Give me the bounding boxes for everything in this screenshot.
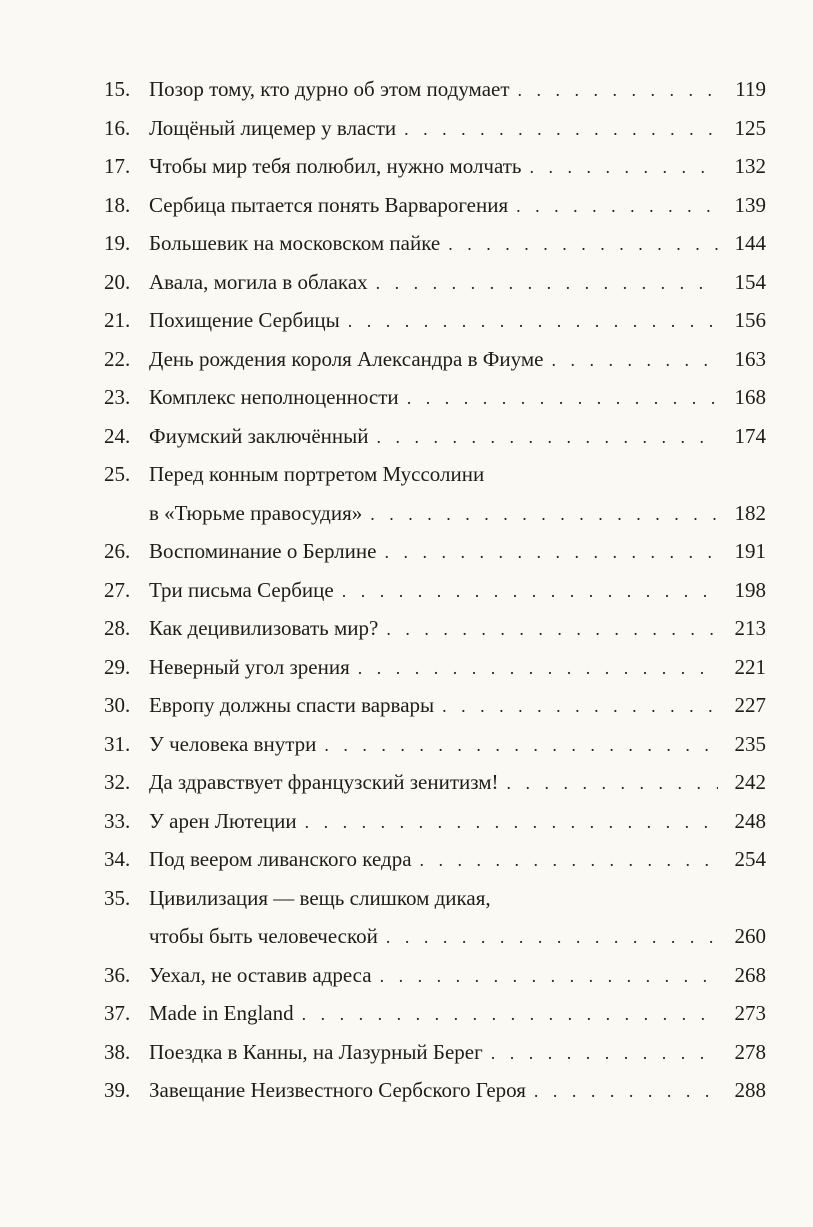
dot-leader [507, 764, 718, 803]
chapter-title: Фиумский заключённый [149, 423, 369, 448]
chapter-number: 16. [104, 115, 131, 140]
toc-entry-23 [104, 378, 766, 417]
toc-line [104, 571, 766, 610]
toc-entry-39 [104, 1071, 766, 1110]
chapter-title: Как децивилизовать мир? [149, 616, 379, 640]
page-number: 168 [734, 385, 766, 409]
toc-line [104, 879, 766, 918]
chapter-number: 29. [104, 654, 131, 679]
chapter-number: 19. [104, 231, 131, 255]
toc-entry-34 [104, 840, 766, 879]
dot-leader [342, 572, 718, 611]
dot-leader [491, 1034, 718, 1073]
dot-leader [551, 341, 718, 380]
toc-entry-24 [104, 417, 766, 456]
toc-entry-22 [104, 340, 766, 379]
toc-entry-18 [104, 186, 766, 225]
toc-entry-21 [104, 301, 766, 340]
dot-leader [358, 649, 718, 688]
chapter-number: 39. [104, 1078, 131, 1102]
chapter-number: 27. [104, 577, 131, 602]
chapter-number: 35. [104, 885, 131, 910]
page-number: 288 [734, 1078, 766, 1102]
chapter-number: 23. [104, 385, 131, 409]
toc-line [104, 263, 766, 302]
chapter-title: У человека внутри [149, 731, 317, 756]
toc-entry-25 [104, 455, 766, 532]
page-number: 248 [734, 808, 766, 833]
dot-leader [448, 225, 718, 264]
chapter-title: Большевик на московском пайке [149, 231, 441, 255]
toc-line [104, 994, 766, 1033]
toc-line [104, 147, 766, 186]
toc-line [104, 763, 766, 802]
toc-line [104, 417, 766, 456]
dot-leader [404, 110, 718, 149]
dot-leader [516, 187, 718, 226]
page-number: 254 [734, 847, 766, 871]
chapter-title: Завещание Неизвестного Сербского Героя [149, 1078, 526, 1102]
toc-line [104, 725, 766, 764]
page-number: 139 [734, 192, 766, 217]
page-number: 268 [734, 962, 766, 987]
toc-entry-29 [104, 648, 766, 687]
chapter-title: Воспоминание о Берлине [149, 539, 377, 563]
chapter-number: 31. [104, 731, 131, 756]
toc-entry-16 [104, 109, 766, 148]
page-number: 235 [734, 731, 766, 756]
dot-leader [377, 418, 719, 457]
toc-line [104, 956, 766, 995]
toc-entry-17 [104, 147, 766, 186]
toc-entry-30 [104, 686, 766, 725]
toc-line [104, 109, 766, 148]
toc-line-continued [104, 917, 766, 956]
page-number: 119 [735, 77, 766, 101]
dot-leader [407, 379, 718, 418]
toc-entry-19 [104, 224, 766, 263]
dot-leader [534, 1072, 718, 1111]
page-number: 198 [734, 577, 766, 602]
page-number: 213 [734, 616, 766, 640]
chapter-number: 17. [104, 154, 131, 178]
chapter-title: Made in England [149, 1001, 294, 1025]
chapter-title-continued: чтобы быть человеческой [149, 924, 378, 948]
dot-leader [386, 610, 718, 649]
page-number: 163 [734, 346, 766, 371]
dot-leader [324, 726, 718, 765]
page-number: 191 [734, 539, 766, 563]
toc-line [104, 301, 766, 340]
chapter-number: 24. [104, 423, 131, 448]
page-number: 156 [734, 308, 766, 332]
dot-leader [518, 71, 718, 110]
chapter-number: 25. [104, 462, 131, 486]
page-number: 260 [734, 924, 766, 948]
toc-line [104, 340, 766, 379]
toc-entry-28 [104, 609, 766, 648]
chapter-title: Перед конным портретом Муссолини [149, 462, 485, 486]
page-number: 273 [734, 1001, 766, 1025]
chapter-number: 22. [104, 346, 131, 371]
toc-line [104, 1071, 766, 1110]
dot-leader [420, 841, 718, 880]
page-number: 221 [734, 654, 766, 679]
chapter-number: 18. [104, 192, 131, 217]
page-number: 227 [734, 693, 766, 717]
dot-leader [305, 803, 718, 842]
page-number: 174 [734, 423, 766, 448]
chapter-title: У арен Лютеции [149, 808, 297, 833]
chapter-title: Неверный угол зрения [149, 654, 350, 679]
toc-entry-38 [104, 1033, 766, 1072]
dot-leader [380, 957, 718, 996]
toc-entry-35 [104, 879, 766, 956]
page-number: 144 [734, 231, 766, 255]
chapter-title: Под веером ливанского кедра [149, 847, 412, 871]
dot-leader [370, 495, 718, 534]
toc-entry-15 [104, 70, 766, 109]
chapter-title: Похищение Сербицы [149, 308, 340, 332]
dot-leader [442, 687, 718, 726]
chapter-number: 36. [104, 962, 131, 987]
toc-line [104, 378, 766, 417]
chapter-number: 30. [104, 693, 131, 717]
chapter-title: Сербица пытается понять Варварогения [149, 192, 509, 217]
toc-entry-32 [104, 763, 766, 802]
chapter-title: Авала, могила в облаках [149, 269, 368, 294]
chapter-title: Уехал, не оставив адреса [149, 962, 372, 987]
toc-line [104, 455, 766, 494]
chapter-title: Комплекс неполноценности [149, 385, 399, 409]
chapter-title: Позор тому, кто дурно об этом подумает [149, 77, 510, 101]
toc-entry-31 [104, 725, 766, 764]
toc-line [104, 70, 766, 109]
toc-line [104, 686, 766, 725]
dot-leader [376, 264, 718, 303]
chapter-title: День рождения короля Александра в Фиуме [149, 346, 544, 371]
toc-line [104, 186, 766, 225]
chapter-title: Цивилизация — вещь слишком дикая, [149, 885, 491, 910]
chapter-title: Три письма Сербице [149, 577, 334, 602]
chapter-number: 38. [104, 1039, 131, 1064]
chapter-number: 37. [104, 1001, 131, 1025]
toc-line [104, 609, 766, 648]
toc-line [104, 1033, 766, 1072]
chapter-title: Чтобы мир тебя полюбил, нужно молчать [149, 154, 522, 178]
toc-entry-37 [104, 994, 766, 1033]
page-number: 154 [734, 269, 766, 294]
toc-line [104, 802, 766, 841]
dot-leader [348, 302, 718, 341]
dot-leader [530, 148, 718, 187]
chapter-number: 26. [104, 539, 131, 563]
toc-entry-33 [104, 802, 766, 841]
page-number: 278 [734, 1039, 766, 1064]
toc-line [104, 840, 766, 879]
toc-line [104, 648, 766, 687]
toc-entry-27 [104, 571, 766, 610]
dot-leader [386, 918, 718, 957]
chapter-title: Лощёный лицемер у власти [149, 115, 397, 140]
toc-entry-36 [104, 956, 766, 995]
toc-line [104, 532, 766, 571]
chapter-number: 28. [104, 616, 131, 640]
chapter-number: 34. [104, 847, 131, 871]
toc-entry-26 [104, 532, 766, 571]
page-number: 132 [734, 154, 766, 178]
chapter-title: Да здравствует французский зенитизм! [149, 770, 499, 794]
chapter-number: 15. [104, 77, 131, 101]
page-number: 182 [734, 500, 766, 525]
chapter-title: Поездка в Канны, на Лазурный Берег [149, 1039, 483, 1064]
table-of-contents [104, 70, 766, 1110]
toc-line-continued [104, 494, 766, 533]
page-number: 125 [734, 115, 766, 140]
chapter-number: 32. [104, 770, 131, 794]
toc-line [104, 224, 766, 263]
chapter-title: Европу должны спасти варвары [149, 693, 435, 717]
chapter-title-continued: в «Тюрьме правосудия» [149, 500, 363, 525]
dot-leader [302, 995, 718, 1034]
chapter-number: 33. [104, 808, 131, 833]
page-number: 242 [734, 770, 766, 794]
chapter-number: 20. [104, 269, 131, 294]
toc-entry-20 [104, 263, 766, 302]
chapter-number: 21. [104, 308, 131, 332]
dot-leader [384, 533, 718, 572]
